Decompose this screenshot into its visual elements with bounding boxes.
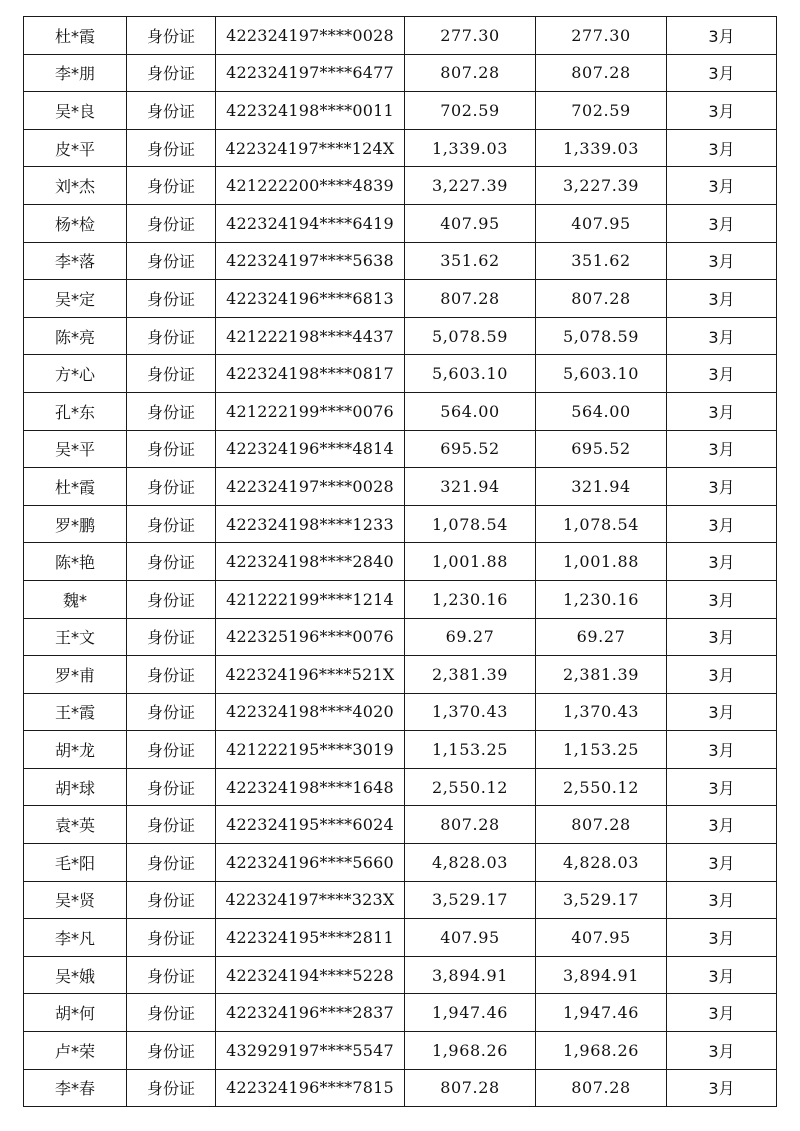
amount-cell: 69.27: [405, 618, 536, 656]
paid-amount-cell: 702.59: [536, 92, 667, 130]
month-cell: 3月: [667, 505, 777, 543]
name-cell: 罗*甫: [24, 656, 127, 694]
name-cell: 李*朋: [24, 54, 127, 92]
amount-cell: 807.28: [405, 1069, 536, 1107]
month-cell: 3月: [667, 1069, 777, 1107]
id-number-cell: 422324197****5638: [216, 242, 405, 280]
name-cell: 胡*球: [24, 768, 127, 806]
paid-amount-cell: 1,947.46: [536, 994, 667, 1032]
table-row: [24, 580, 777, 618]
name-cell: 袁*英: [24, 806, 127, 844]
amount-cell: 5,078.59: [405, 317, 536, 355]
month-cell: 3月: [667, 543, 777, 581]
id-number-cell: 422324197****0028: [216, 468, 405, 506]
amount-cell: 3,227.39: [405, 167, 536, 205]
name-cell: 罗*鹏: [24, 505, 127, 543]
month-cell: 3月: [667, 919, 777, 957]
table-row: [24, 280, 777, 318]
table-row: [24, 543, 777, 581]
table-row: [24, 430, 777, 468]
id-number-cell: 422324198****0011: [216, 92, 405, 130]
paid-amount-cell: 1,968.26: [536, 1032, 667, 1070]
amount-cell: 3,894.91: [405, 956, 536, 994]
table-row: [24, 994, 777, 1032]
id-type-cell: 身份证: [127, 430, 216, 468]
id-number-cell: 422324195****2811: [216, 919, 405, 957]
id-type-cell: 身份证: [127, 618, 216, 656]
amount-cell: 695.52: [405, 430, 536, 468]
table-row: [24, 54, 777, 92]
amount-cell: 1,001.88: [405, 543, 536, 581]
amount-cell: 702.59: [405, 92, 536, 130]
paid-amount-cell: 807.28: [536, 806, 667, 844]
id-type-cell: 身份证: [127, 92, 216, 130]
amount-cell: 2,550.12: [405, 768, 536, 806]
amount-cell: 407.95: [405, 919, 536, 957]
name-cell: 皮*平: [24, 129, 127, 167]
month-cell: 3月: [667, 430, 777, 468]
amount-cell: 1,339.03: [405, 129, 536, 167]
amount-cell: 807.28: [405, 806, 536, 844]
id-type-cell: 身份证: [127, 956, 216, 994]
amount-cell: 5,603.10: [405, 355, 536, 393]
id-type-cell: 身份证: [127, 1032, 216, 1070]
amount-cell: 1,230.16: [405, 580, 536, 618]
id-type-cell: 身份证: [127, 167, 216, 205]
amount-cell: 1,370.43: [405, 693, 536, 731]
id-number-cell: 432929197****5547: [216, 1032, 405, 1070]
month-cell: 3月: [667, 806, 777, 844]
id-number-cell: 422324194****6419: [216, 204, 405, 242]
amount-cell: 4,828.03: [405, 844, 536, 882]
id-number-cell: 422324196****521X: [216, 656, 405, 694]
name-cell: 陈*亮: [24, 317, 127, 355]
table-row: [24, 129, 777, 167]
amount-cell: 564.00: [405, 392, 536, 430]
paid-amount-cell: 407.95: [536, 204, 667, 242]
id-number-cell: 422324198****1648: [216, 768, 405, 806]
id-type-cell: 身份证: [127, 355, 216, 393]
paid-amount-cell: 69.27: [536, 618, 667, 656]
id-number-cell: 422324196****2837: [216, 994, 405, 1032]
paid-amount-cell: 564.00: [536, 392, 667, 430]
table-row: [24, 468, 777, 506]
table-row: [24, 1069, 777, 1107]
table-row: [24, 618, 777, 656]
table-row: [24, 919, 777, 957]
month-cell: 3月: [667, 392, 777, 430]
document-page: [23, 16, 777, 1107]
id-type-cell: 身份证: [127, 392, 216, 430]
month-cell: 3月: [667, 468, 777, 506]
table-row: [24, 693, 777, 731]
id-type-cell: 身份证: [127, 1069, 216, 1107]
id-type-cell: 身份证: [127, 881, 216, 919]
table-row: [24, 355, 777, 393]
id-number-cell: 421222198****4437: [216, 317, 405, 355]
id-number-cell: 421222200****4839: [216, 167, 405, 205]
paid-amount-cell: 1,339.03: [536, 129, 667, 167]
paid-amount-cell: 5,078.59: [536, 317, 667, 355]
name-cell: 胡*龙: [24, 731, 127, 769]
month-cell: 3月: [667, 994, 777, 1032]
amount-cell: 1,153.25: [405, 731, 536, 769]
month-cell: 3月: [667, 317, 777, 355]
paid-amount-cell: 1,153.25: [536, 731, 667, 769]
id-number-cell: 422324198****2840: [216, 543, 405, 581]
table-row: [24, 956, 777, 994]
id-type-cell: 身份证: [127, 844, 216, 882]
table-row: [24, 167, 777, 205]
month-cell: 3月: [667, 693, 777, 731]
table-row: [24, 392, 777, 430]
name-cell: 李*落: [24, 242, 127, 280]
amount-cell: 1,968.26: [405, 1032, 536, 1070]
id-number-cell: 421222199****0076: [216, 392, 405, 430]
amount-cell: 407.95: [405, 204, 536, 242]
name-cell: 魏*: [24, 580, 127, 618]
name-cell: 孔*东: [24, 392, 127, 430]
month-cell: 3月: [667, 129, 777, 167]
month-cell: 3月: [667, 355, 777, 393]
payment-table: [23, 16, 777, 1107]
paid-amount-cell: 3,894.91: [536, 956, 667, 994]
month-cell: 3月: [667, 731, 777, 769]
table-row: [24, 17, 777, 55]
month-cell: 3月: [667, 242, 777, 280]
amount-cell: 1,947.46: [405, 994, 536, 1032]
month-cell: 3月: [667, 768, 777, 806]
month-cell: 3月: [667, 92, 777, 130]
id-type-cell: 身份证: [127, 17, 216, 55]
amount-cell: 351.62: [405, 242, 536, 280]
id-number-cell: 422324197****323X: [216, 881, 405, 919]
name-cell: 杨*检: [24, 204, 127, 242]
id-number-cell: 421222199****1214: [216, 580, 405, 618]
name-cell: 刘*杰: [24, 167, 127, 205]
paid-amount-cell: 807.28: [536, 54, 667, 92]
id-type-cell: 身份证: [127, 242, 216, 280]
amount-cell: 321.94: [405, 468, 536, 506]
id-type-cell: 身份证: [127, 994, 216, 1032]
name-cell: 王*霞: [24, 693, 127, 731]
id-number-cell: 422324197****0028: [216, 17, 405, 55]
month-cell: 3月: [667, 1032, 777, 1070]
amount-cell: 807.28: [405, 280, 536, 318]
paid-amount-cell: 321.94: [536, 468, 667, 506]
table-row: [24, 204, 777, 242]
id-number-cell: 421222195****3019: [216, 731, 405, 769]
name-cell: 李*春: [24, 1069, 127, 1107]
amount-cell: 277.30: [405, 17, 536, 55]
month-cell: 3月: [667, 656, 777, 694]
id-number-cell: 422324198****4020: [216, 693, 405, 731]
id-type-cell: 身份证: [127, 543, 216, 581]
id-number-cell: 422324196****7815: [216, 1069, 405, 1107]
id-type-cell: 身份证: [127, 731, 216, 769]
paid-amount-cell: 807.28: [536, 1069, 667, 1107]
paid-amount-cell: 277.30: [536, 17, 667, 55]
id-number-cell: 422324196****5660: [216, 844, 405, 882]
paid-amount-cell: 1,370.43: [536, 693, 667, 731]
paid-amount-cell: 351.62: [536, 242, 667, 280]
name-cell: 卢*荣: [24, 1032, 127, 1070]
month-cell: 3月: [667, 881, 777, 919]
id-number-cell: 422324194****5228: [216, 956, 405, 994]
name-cell: 毛*阳: [24, 844, 127, 882]
name-cell: 吴*平: [24, 430, 127, 468]
table-row: [24, 881, 777, 919]
table-row: [24, 806, 777, 844]
table-row: [24, 317, 777, 355]
id-type-cell: 身份证: [127, 656, 216, 694]
id-number-cell: 422324197****6477: [216, 54, 405, 92]
id-type-cell: 身份证: [127, 919, 216, 957]
month-cell: 3月: [667, 618, 777, 656]
id-type-cell: 身份证: [127, 768, 216, 806]
name-cell: 李*凡: [24, 919, 127, 957]
id-number-cell: 422324198****1233: [216, 505, 405, 543]
id-number-cell: 422324195****6024: [216, 806, 405, 844]
name-cell: 方*心: [24, 355, 127, 393]
table-body: [24, 17, 777, 1107]
id-type-cell: 身份证: [127, 129, 216, 167]
month-cell: 3月: [667, 580, 777, 618]
table-row: [24, 242, 777, 280]
paid-amount-cell: 1,230.16: [536, 580, 667, 618]
month-cell: 3月: [667, 204, 777, 242]
paid-amount-cell: 2,550.12: [536, 768, 667, 806]
id-type-cell: 身份证: [127, 806, 216, 844]
name-cell: 陈*艳: [24, 543, 127, 581]
paid-amount-cell: 3,227.39: [536, 167, 667, 205]
table-row: [24, 1032, 777, 1070]
id-number-cell: 422325196****0076: [216, 618, 405, 656]
paid-amount-cell: 807.28: [536, 280, 667, 318]
id-number-cell: 422324198****0817: [216, 355, 405, 393]
name-cell: 王*文: [24, 618, 127, 656]
table-row: [24, 92, 777, 130]
id-number-cell: 422324196****6813: [216, 280, 405, 318]
name-cell: 吴*贤: [24, 881, 127, 919]
paid-amount-cell: 2,381.39: [536, 656, 667, 694]
name-cell: 吴*定: [24, 280, 127, 318]
id-number-cell: 422324197****124X: [216, 129, 405, 167]
id-type-cell: 身份证: [127, 505, 216, 543]
name-cell: 吴*良: [24, 92, 127, 130]
id-type-cell: 身份证: [127, 580, 216, 618]
amount-cell: 807.28: [405, 54, 536, 92]
id-type-cell: 身份证: [127, 317, 216, 355]
id-type-cell: 身份证: [127, 204, 216, 242]
table-row: [24, 731, 777, 769]
month-cell: 3月: [667, 167, 777, 205]
amount-cell: 1,078.54: [405, 505, 536, 543]
name-cell: 杜*霞: [24, 468, 127, 506]
paid-amount-cell: 1,001.88: [536, 543, 667, 581]
paid-amount-cell: 3,529.17: [536, 881, 667, 919]
table-row: [24, 505, 777, 543]
name-cell: 胡*何: [24, 994, 127, 1032]
table-row: [24, 844, 777, 882]
month-cell: 3月: [667, 17, 777, 55]
paid-amount-cell: 695.52: [536, 430, 667, 468]
name-cell: 杜*霞: [24, 17, 127, 55]
id-type-cell: 身份证: [127, 468, 216, 506]
id-type-cell: 身份证: [127, 54, 216, 92]
month-cell: 3月: [667, 844, 777, 882]
id-number-cell: 422324196****4814: [216, 430, 405, 468]
name-cell: 吴*娥: [24, 956, 127, 994]
paid-amount-cell: 5,603.10: [536, 355, 667, 393]
paid-amount-cell: 1,078.54: [536, 505, 667, 543]
table-row: [24, 768, 777, 806]
paid-amount-cell: 4,828.03: [536, 844, 667, 882]
paid-amount-cell: 407.95: [536, 919, 667, 957]
month-cell: 3月: [667, 54, 777, 92]
id-type-cell: 身份证: [127, 693, 216, 731]
table-row: [24, 656, 777, 694]
month-cell: 3月: [667, 280, 777, 318]
amount-cell: 2,381.39: [405, 656, 536, 694]
amount-cell: 3,529.17: [405, 881, 536, 919]
month-cell: 3月: [667, 956, 777, 994]
id-type-cell: 身份证: [127, 280, 216, 318]
